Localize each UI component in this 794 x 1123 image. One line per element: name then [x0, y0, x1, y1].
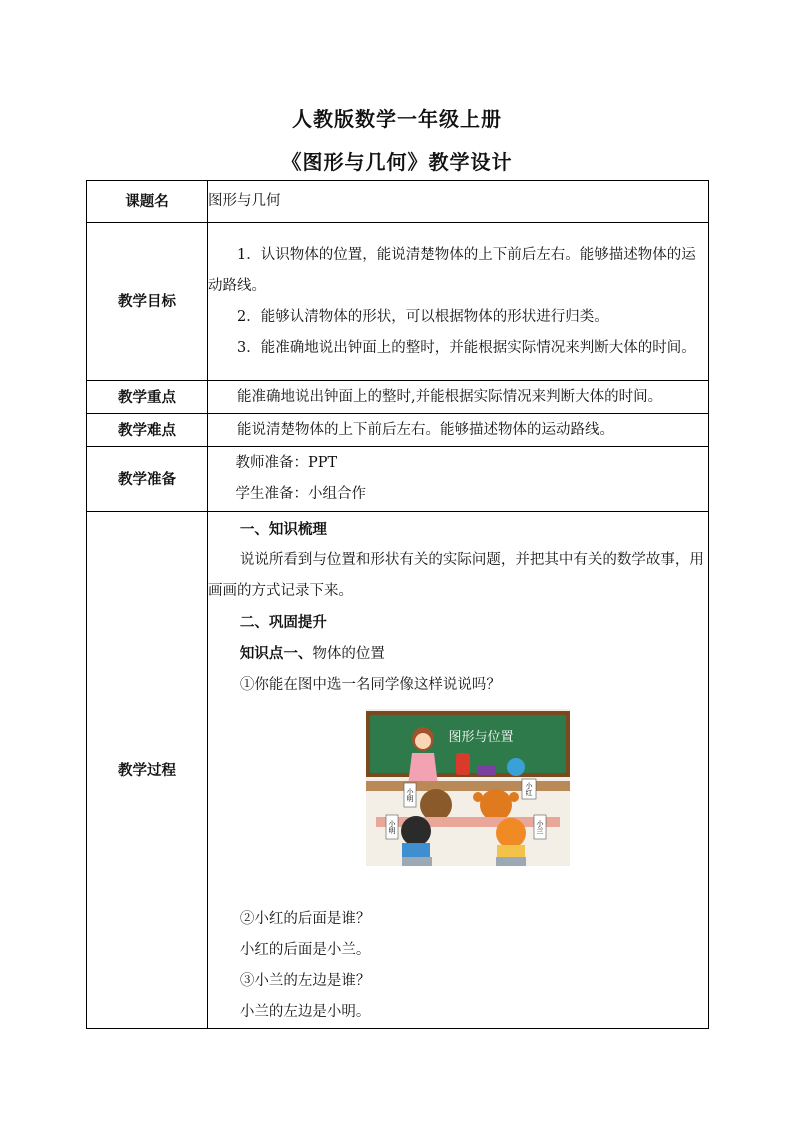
section-text: 说说所看到与位置和形状有关的实际问题，并把其中有关的数学故事，用画画的方式记录下来。: [208, 552, 704, 599]
document-title: 人教版数学一年级上册: [292, 107, 502, 131]
classroom-image: [366, 709, 570, 866]
value-difficulty: 能说清楚物体的上下前后左右。能够描述物体的运动路线。: [208, 414, 709, 447]
knowledge-point-text: 物体的位置: [312, 646, 385, 662]
goal-item: 1．认识物体的位置，能说清楚物体的上下前后左右。能够描述物体的运动路线。: [208, 246, 696, 294]
label-key-point: 教学重点: [87, 381, 208, 414]
lesson-plan-table: [86, 180, 709, 1029]
answer-2: 小红的后面是小兰。: [239, 942, 371, 958]
value-key-point: 能准确地说出钟面上的整时,并能根据实际情况来判断大体的时间。: [208, 381, 709, 414]
row-preparation: [87, 447, 709, 512]
question-3: ③小兰的左边是谁？: [239, 973, 371, 989]
label-process: 教学过程: [87, 512, 208, 1029]
row-process: [87, 512, 709, 1029]
label-preparation: 教学准备: [87, 447, 208, 512]
label-topic: 课题名: [87, 181, 208, 223]
section-heading: 二、巩固提升: [239, 614, 327, 631]
classroom-illustration: [366, 709, 570, 866]
label-xiaohong: 小红: [525, 782, 533, 796]
value-preparation: [208, 447, 709, 512]
row-topic: [87, 181, 709, 223]
section-heading: 一、知识梳理: [239, 521, 327, 538]
knowledge-point: [208, 638, 708, 670]
prep-teacher: 教师准备：PPT: [235, 455, 338, 471]
answer-3: 小兰的左边是小明。: [239, 1004, 371, 1020]
value-process: [208, 512, 709, 1029]
row-key-point: [87, 381, 709, 414]
goal-item: 3．能准确地说出钟面上的整时，并能根据实际情况来判断大体的时间。: [237, 339, 696, 356]
document-subtitle: 《图形与几何》教学设计: [281, 150, 513, 174]
row-difficulty: [87, 414, 709, 447]
row-goals: [87, 223, 709, 381]
label-difficulty: 教学难点: [87, 414, 208, 447]
value-goals: [208, 223, 709, 381]
board-text: 图形与位置: [448, 729, 514, 744]
prep-student: 学生准备：小组合作: [235, 486, 367, 502]
knowledge-point-label: 知识点一、: [239, 645, 313, 662]
question-2: ②小红的后面是谁？: [239, 911, 371, 927]
goal-item: 2．能够认清物体的形状，可以根据物体的形状进行归类。: [237, 308, 609, 325]
label-goals: 教学目标: [87, 223, 208, 381]
label-xiaolan: 小兰: [536, 820, 544, 834]
question-1: ①你能在图中选一名同学像这样说说吗？: [239, 677, 501, 693]
label-xiaoming-left: 小明: [388, 820, 396, 834]
value-topic: 图形与几何: [208, 181, 709, 223]
label-xiaoming-top: 小明: [406, 788, 414, 802]
